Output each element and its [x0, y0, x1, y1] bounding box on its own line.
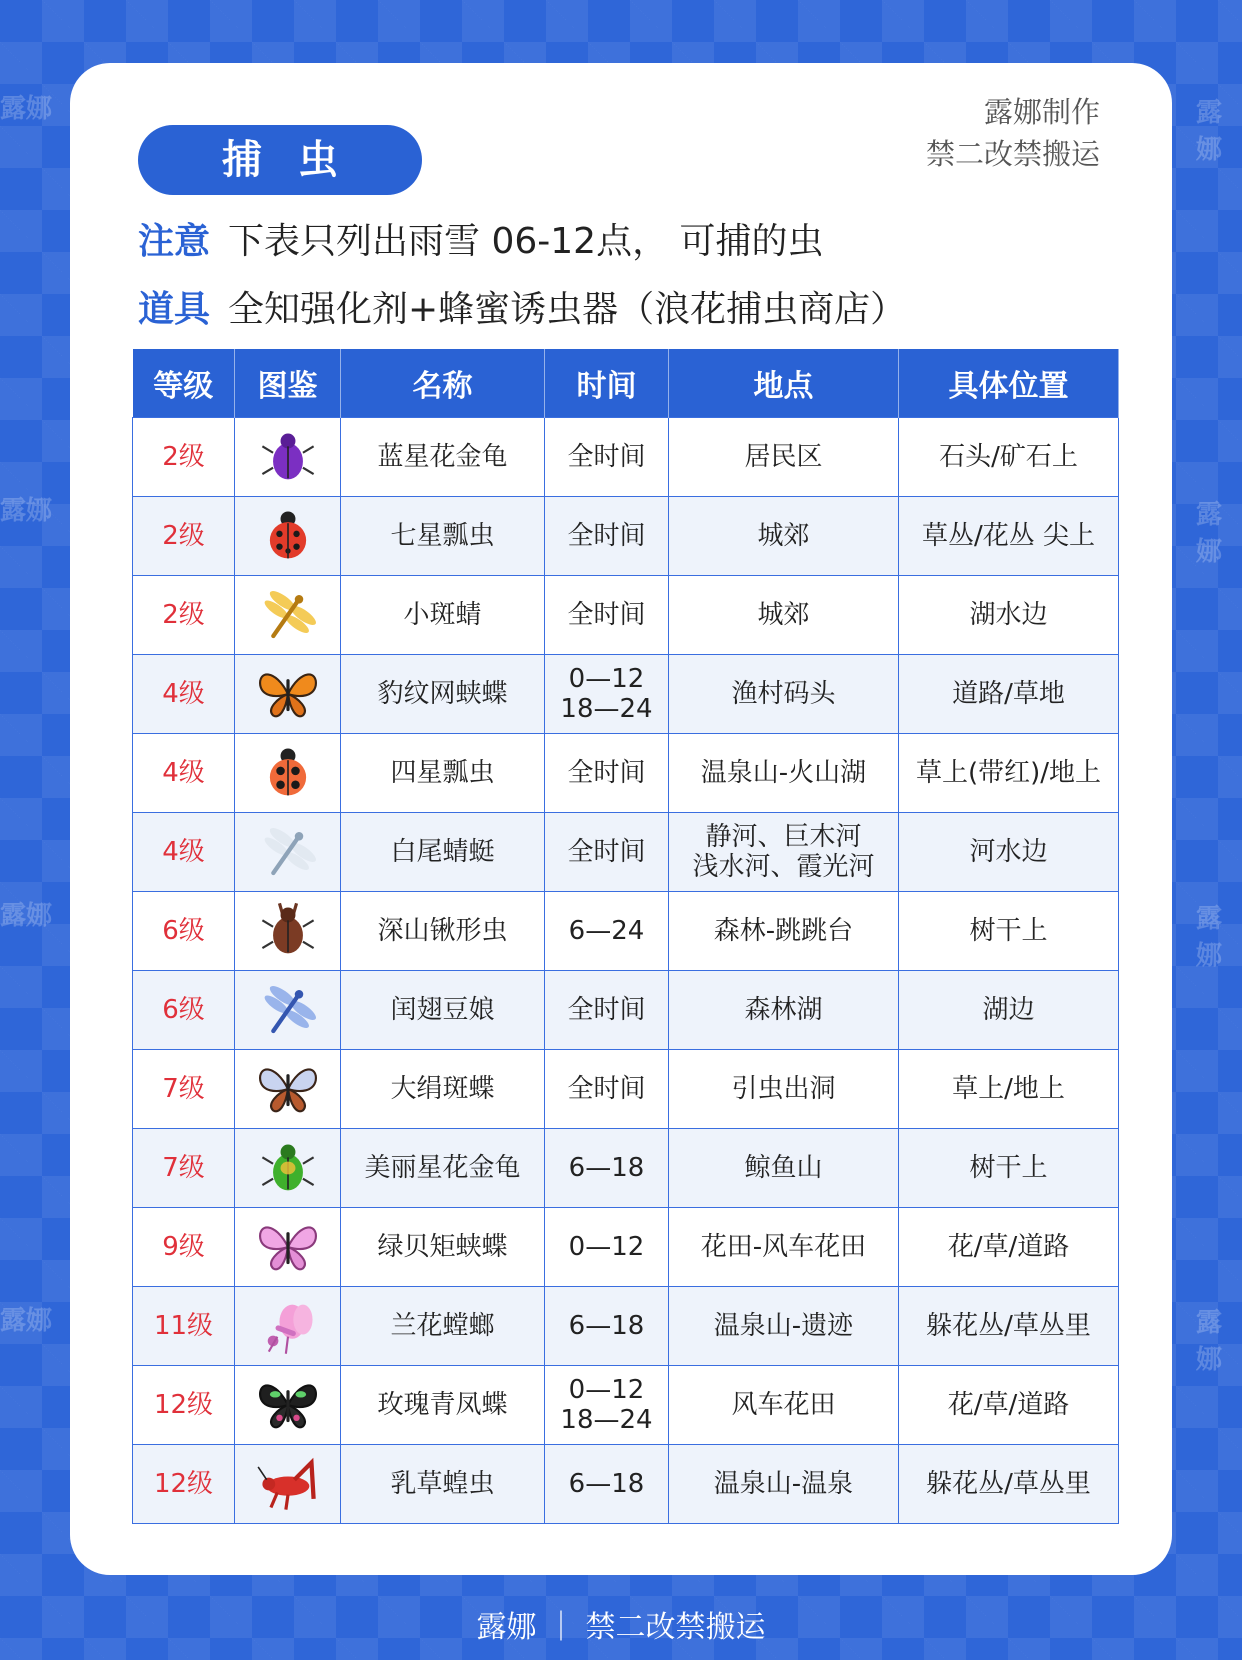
time-cell	[545, 1445, 669, 1524]
icon-cell	[235, 813, 341, 892]
spot-cell	[899, 1287, 1119, 1366]
place-cell-text: 温泉山-温泉	[713, 1469, 854, 1499]
time-cell	[545, 1366, 669, 1445]
author-credit	[926, 91, 1100, 175]
level-cell-text: 4级	[162, 837, 205, 867]
spot-cell-text: 湖水边	[969, 600, 1048, 630]
level-cell-text: 2级	[162, 442, 205, 472]
watermark: 露娜	[0, 496, 53, 526]
spot-cell-text: 躲花丛/草丛里	[926, 1311, 1091, 1341]
watermark: 露娜	[1196, 904, 1223, 971]
table-row	[133, 734, 1119, 813]
name-cell-text: 豹纹网蛱蝶	[377, 679, 508, 709]
icon-cell	[235, 971, 341, 1050]
spot-cell	[899, 892, 1119, 971]
author-line: 露娜制作	[983, 95, 1100, 129]
footer-credit: 露娜 ｜ 禁二改禁搬运	[476, 1610, 766, 1645]
table-row	[133, 1129, 1119, 1208]
white-dragonfly-icon	[256, 820, 320, 884]
time-cell-text: 18—24	[560, 1405, 653, 1435]
name-cell-text: 大绢斑蝶	[390, 1074, 495, 1104]
icon-cell	[235, 497, 341, 576]
spot-cell	[899, 1445, 1119, 1524]
header-name: 名称	[341, 349, 545, 418]
place-cell-text: 城郊	[757, 600, 810, 630]
spot-cell	[899, 1208, 1119, 1287]
spot-cell	[899, 418, 1119, 497]
level-cell-text: 9级	[162, 1232, 205, 1262]
name-cell-text: 玫瑰青凤蝶	[377, 1390, 508, 1420]
level-cell	[133, 813, 235, 892]
header-time: 时间	[545, 349, 669, 418]
place-cell-text: 花田-风车花田	[700, 1232, 867, 1262]
time-cell-text: 0—12	[568, 1375, 645, 1405]
level-cell	[133, 971, 235, 1050]
level-cell	[133, 892, 235, 971]
place-cell-text: 引虫出洞	[731, 1074, 836, 1104]
name-cell	[341, 497, 545, 576]
table-row	[133, 1445, 1119, 1524]
time-cell-text: 全时间	[567, 758, 646, 788]
place-cell-text: 鲸鱼山	[744, 1153, 823, 1183]
level-cell-text: 2级	[162, 521, 205, 551]
yellow-dragonfly-icon	[256, 583, 320, 647]
notice-label: 注意	[138, 221, 211, 262]
tools-line	[138, 281, 906, 332]
level-cell-text: 12级	[153, 1469, 214, 1499]
time-cell-text: 全时间	[567, 995, 646, 1025]
spot-cell	[899, 576, 1119, 655]
place-cell-text: 居民区	[744, 442, 823, 472]
time-cell-text: 0—12	[568, 664, 645, 694]
time-cell	[545, 418, 669, 497]
place-cell	[669, 1050, 899, 1129]
spot-cell-text: 草丛/花丛 尖上	[921, 521, 1096, 551]
pink-butterfly-icon	[256, 1215, 320, 1279]
spot-cell-text: 花/草/道路	[947, 1232, 1070, 1262]
place-cell-text: 浅水河、霞光河	[692, 852, 875, 882]
stag-beetle-icon	[256, 899, 320, 963]
spot-cell	[899, 1366, 1119, 1445]
name-cell	[341, 1287, 545, 1366]
level-cell	[133, 1208, 235, 1287]
header-level: 等级	[133, 349, 235, 418]
name-cell	[341, 1445, 545, 1524]
spot-cell-text: 石头/矿石上	[939, 442, 1078, 472]
spot-cell-text: 躲花丛/草丛里	[926, 1469, 1091, 1499]
green-beetle-icon	[256, 1136, 320, 1200]
name-cell	[341, 1050, 545, 1129]
name-cell	[341, 1366, 545, 1445]
time-cell-text: 18—24	[560, 694, 653, 724]
red-grasshopper-icon	[256, 1452, 320, 1516]
spot-cell-text: 湖边	[982, 995, 1035, 1025]
name-cell-text: 乳草蝗虫	[390, 1469, 495, 1499]
icon-cell	[235, 734, 341, 813]
icon-cell	[235, 418, 341, 497]
place-cell-text: 渔村码头	[731, 679, 836, 709]
name-cell	[341, 655, 545, 734]
place-cell-text: 温泉山-火山湖	[700, 758, 867, 788]
spot-cell	[899, 734, 1119, 813]
spot-cell	[899, 971, 1119, 1050]
spot-cell-text: 草上(带红)/地上	[915, 758, 1102, 788]
time-cell-text: 全时间	[567, 837, 646, 867]
table-row	[133, 655, 1119, 734]
level-cell	[133, 655, 235, 734]
icon-cell	[235, 892, 341, 971]
time-cell	[545, 497, 669, 576]
name-cell-text: 小斑蜻	[403, 600, 482, 630]
level-cell-text: 7级	[162, 1074, 205, 1104]
watermark: 露娜	[0, 94, 53, 124]
level-cell-text: 4级	[162, 758, 205, 788]
purple-beetle-icon	[256, 425, 320, 489]
orchid-mantis-icon	[256, 1294, 320, 1358]
level-cell	[133, 734, 235, 813]
place-cell	[669, 971, 899, 1050]
name-cell-text: 闰翅豆娘	[390, 995, 495, 1025]
watermark: 露娜	[0, 1306, 53, 1336]
blue-damselfly-icon	[256, 978, 320, 1042]
level-cell	[133, 1366, 235, 1445]
name-cell-text: 蓝星花金龟	[377, 442, 508, 472]
spot-cell-text: 花/草/道路	[947, 1390, 1070, 1420]
name-cell-text: 深山锹形虫	[377, 916, 508, 946]
place-cell	[669, 734, 899, 813]
time-cell-text: 6—18	[568, 1311, 645, 1341]
time-cell	[545, 813, 669, 892]
content-card	[70, 63, 1172, 1575]
level-cell	[133, 1129, 235, 1208]
spot-cell	[899, 655, 1119, 734]
icon-cell	[235, 576, 341, 655]
name-cell	[341, 734, 545, 813]
time-cell	[545, 1287, 669, 1366]
notice-line	[138, 213, 824, 264]
time-cell	[545, 1050, 669, 1129]
time-cell-text: 全时间	[567, 521, 646, 551]
level-cell-text: 6级	[162, 916, 205, 946]
level-cell	[133, 418, 235, 497]
notice-text: 下表只列出雨雪 06-12点， 可捕的虫	[228, 221, 824, 262]
watermark: 露娜	[1196, 500, 1223, 567]
spot-cell	[899, 1129, 1119, 1208]
time-cell	[545, 971, 669, 1050]
name-cell-text: 七星瓢虫	[390, 521, 495, 551]
header-icon: 图鉴	[235, 349, 341, 418]
level-cell-text: 4级	[162, 679, 205, 709]
bug-table	[132, 349, 1119, 1524]
name-cell	[341, 1129, 545, 1208]
spot-cell-text: 树干上	[969, 916, 1048, 946]
tools-text: 全知强化剂+蜂蜜诱虫器（浪花捕虫商店）	[228, 289, 907, 330]
spot-cell	[899, 1050, 1119, 1129]
level-cell	[133, 1445, 235, 1524]
table-row	[133, 1287, 1119, 1366]
spot-cell	[899, 497, 1119, 576]
time-cell	[545, 1129, 669, 1208]
name-cell-text: 兰花螳螂	[390, 1311, 495, 1341]
four-spot-ladybug-icon	[256, 741, 320, 805]
name-cell	[341, 1208, 545, 1287]
place-cell-text: 森林湖	[744, 995, 823, 1025]
icon-cell	[235, 655, 341, 734]
header-place: 地点	[669, 349, 899, 418]
time-cell-text: 全时间	[567, 442, 646, 472]
name-cell	[341, 892, 545, 971]
place-cell-text: 风车花田	[731, 1390, 836, 1420]
place-cell-text: 温泉山-遗迹	[713, 1311, 854, 1341]
time-cell-text: 0—12	[568, 1232, 645, 1262]
table-row	[133, 892, 1119, 971]
watermark: 露娜	[1196, 1308, 1223, 1375]
place-cell	[669, 1129, 899, 1208]
name-cell	[341, 418, 545, 497]
level-cell	[133, 497, 235, 576]
icon-cell	[235, 1050, 341, 1129]
table-row	[133, 418, 1119, 497]
ladybug-icon	[256, 504, 320, 568]
orange-butterfly-icon	[256, 662, 320, 726]
place-cell	[669, 576, 899, 655]
level-cell-text: 2级	[162, 600, 205, 630]
place-cell	[669, 1445, 899, 1524]
name-cell	[341, 576, 545, 655]
table-header-row	[133, 349, 1119, 418]
icon-cell	[235, 1445, 341, 1524]
time-cell-text: 全时间	[567, 1074, 646, 1104]
name-cell	[341, 971, 545, 1050]
name-cell-text: 四星瓢虫	[390, 758, 495, 788]
level-cell	[133, 1050, 235, 1129]
icon-cell	[235, 1129, 341, 1208]
place-cell	[669, 497, 899, 576]
spot-cell-text: 道路/草地	[952, 679, 1065, 709]
level-cell	[133, 1287, 235, 1366]
level-cell-text: 7级	[162, 1153, 205, 1183]
page-title: 捕虫	[138, 125, 422, 195]
icon-cell	[235, 1366, 341, 1445]
watermark: 露娜	[1196, 98, 1223, 165]
spot-cell-text: 河水边	[969, 837, 1048, 867]
green-swallowtail-icon	[256, 1373, 320, 1437]
time-cell-text: 全时间	[567, 600, 646, 630]
table-row	[133, 1208, 1119, 1287]
place-cell	[669, 655, 899, 734]
table-row	[133, 1366, 1119, 1445]
watermark: 露娜	[0, 901, 53, 931]
name-cell-text: 白尾蜻蜓	[390, 837, 495, 867]
name-cell	[341, 813, 545, 892]
spot-cell	[899, 813, 1119, 892]
name-cell-text: 绿贝矩蛱蝶	[377, 1232, 508, 1262]
place-cell	[669, 892, 899, 971]
spot-cell-text: 树干上	[969, 1153, 1048, 1183]
table-row	[133, 576, 1119, 655]
spot-cell-text: 草上/地上	[952, 1074, 1065, 1104]
time-cell-text: 6—18	[568, 1469, 645, 1499]
level-cell-text: 11级	[153, 1311, 214, 1341]
level-cell	[133, 576, 235, 655]
place-cell	[669, 813, 899, 892]
table-row	[133, 971, 1119, 1050]
time-cell	[545, 892, 669, 971]
repost-notice: 禁二改禁搬运	[925, 137, 1100, 171]
place-cell	[669, 1366, 899, 1445]
table-row	[133, 497, 1119, 576]
place-cell	[669, 1287, 899, 1366]
table-row	[133, 813, 1119, 892]
time-cell	[545, 655, 669, 734]
time-cell-text: 6—24	[568, 916, 645, 946]
time-cell	[545, 734, 669, 813]
brown-butterfly-icon	[256, 1057, 320, 1121]
time-cell-text: 6—18	[568, 1153, 645, 1183]
name-cell-text: 美丽星花金龟	[364, 1153, 521, 1183]
place-cell-text: 森林-跳跳台	[713, 916, 854, 946]
time-cell	[545, 1208, 669, 1287]
header-spot: 具体位置	[899, 349, 1119, 418]
time-cell	[545, 576, 669, 655]
icon-cell	[235, 1208, 341, 1287]
tools-label: 道具	[138, 289, 211, 330]
place-cell-text: 城郊	[757, 521, 810, 551]
place-cell	[669, 418, 899, 497]
level-cell-text: 6级	[162, 995, 205, 1025]
place-cell-text: 静河、巨木河	[705, 822, 862, 852]
level-cell-text: 12级	[153, 1390, 214, 1420]
icon-cell	[235, 1287, 341, 1366]
table-row	[133, 1050, 1119, 1129]
place-cell	[669, 1208, 899, 1287]
